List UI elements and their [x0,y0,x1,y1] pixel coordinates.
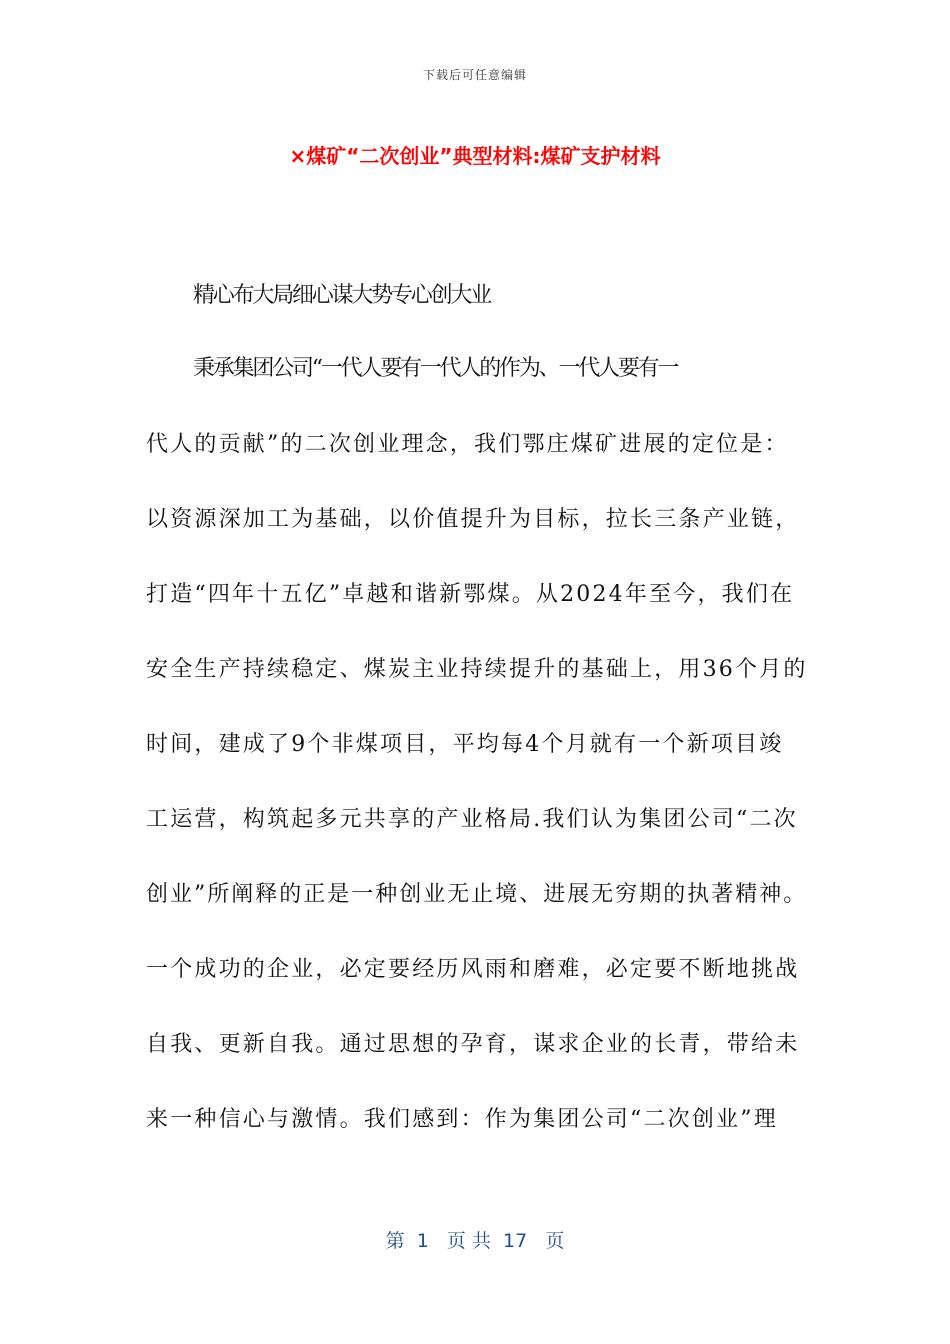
body-line-3: 以资源深加工为基础，以价值提升为目标，拉长三条产业链， [146,507,800,532]
subtitle-line: 精心布大局细心谋大势专心创大业 [193,283,491,308]
body-line-6: 时间，建成了9个非煤项目，平均每4个月就有一个新项目竣 [146,732,784,757]
body-line-9: 一个成功的企业，必定要经历风雨和磨难，必定要不断地挑战 [146,957,800,982]
page-number-footer: 第 1 页 共 17 页 [385,1230,565,1252]
body-line-11: 来一种信心与激情。我们感到：作为集团公司“二次创业”理 [146,1107,778,1132]
body-line-4: 打造“四年十五亿”卓越和谐新鄂煤。从2024年至今，我们在 [146,582,795,607]
body-line-5: 安全生产持续稳定、煤炭主业持续提升的基础上，用36个月的 [146,657,808,682]
document-title: ×煤矿“二次创业”典型材料:煤矿支护材料 [289,144,661,168]
body-line-7: 工运营，构筑起多元共享的产业格局.我们认为集团公司“二次 [146,807,798,832]
header-note: 下载后可任意编辑 [422,68,527,82]
body-line-8: 创业”所阐释的正是一种创业无止境、进展无穷期的执著精神。 [146,882,808,907]
body-line-1: 秉承集团公司“一代人要有一代人的作为、一代人要有一 [193,356,678,381]
body-line-2: 代人的贡献”的二次创业理念，我们鄂庄煤矿进展的定位是： [146,432,789,457]
body-line-10: 自我、更新自我。通过思想的孕育，谋求企业的长青，带给未 [146,1032,800,1057]
